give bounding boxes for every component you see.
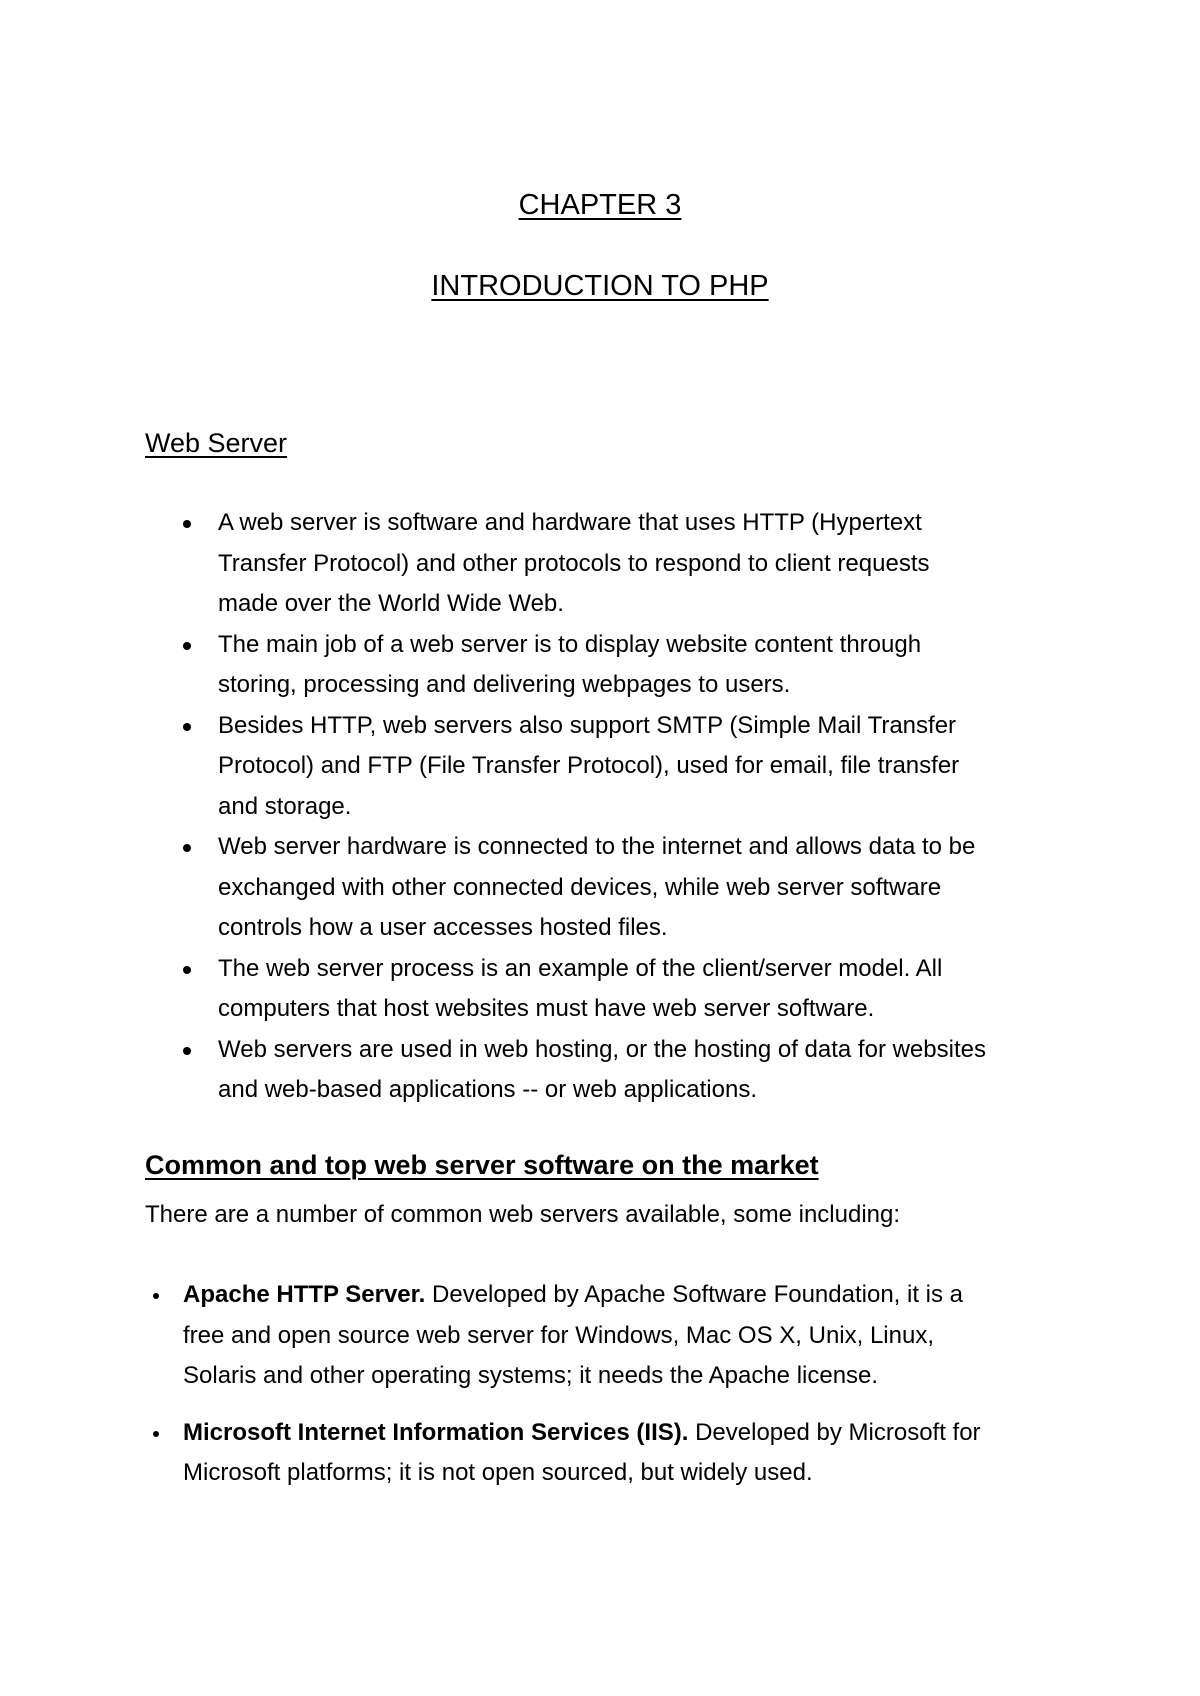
market-intro-text: There are a number of common web servers available, some including:	[145, 1201, 901, 1228]
bullet-icon	[183, 966, 191, 974]
software-description: Developed by Microsoft for Microsoft platforms; it is not open sourced, but widely used.	[183, 1418, 981, 1486]
web-server-bullet-list	[0, 503, 1078, 1111]
list-item-text: A web server is software and hardware that uses HTTP (Hypertext Transfer Protocol) and other protocols to respond to client requests made over the World Wide Web.	[218, 509, 930, 617]
web-server-software-list	[0, 1275, 1063, 1510]
section-heading-web-server: Web Server	[145, 428, 288, 458]
list-item-text: Web servers are used in web hosting, or the hosting of data for websites and web-based applications -- or web applications.	[218, 1035, 986, 1103]
bullet-icon	[183, 642, 191, 650]
list-item	[0, 706, 1078, 828]
list-item-text: The main job of a web server is to display website content through storing, processing and delivering webpages to users.	[218, 630, 922, 698]
section-heading-market: Common and top web server software on the market	[145, 1150, 819, 1180]
list-item	[0, 827, 1078, 949]
bullet-icon	[183, 844, 191, 852]
list-item-text: Web server hardware is connected to the internet and allows data to be exchanged with other connected devices, while web server software controls how a user accesses hosted files.	[218, 833, 976, 941]
bullet-icon	[153, 1431, 159, 1437]
list-item	[0, 1275, 1063, 1397]
bullet-icon	[183, 520, 191, 528]
software-description: Developed by Apache Software Foundation, it is a free and open source web server for Windows, Mac OS X, Unix, Linux, Solaris and other operating systems; it needs the Apache license.	[183, 1281, 964, 1389]
bullet-icon	[183, 1047, 191, 1055]
list-item	[0, 1030, 1078, 1111]
software-name: Microsoft Internet Information Services (IIS).	[183, 1418, 689, 1446]
list-item	[0, 625, 1078, 706]
chapter-title: INTRODUCTION TO PHP	[431, 270, 769, 302]
list-item	[0, 1413, 1063, 1494]
bullet-icon	[153, 1293, 159, 1299]
list-item-text: Besides HTTP, web servers also support SMTP (Simple Mail Transfer Protocol) and FTP (File Transfer Protocol), used for email, file transfer and storage.	[218, 711, 960, 820]
bullet-icon	[183, 723, 191, 731]
software-name: Apache HTTP Server.	[183, 1281, 426, 1308]
list-item	[0, 949, 1078, 1030]
list-item-text: The web server process is an example of the client/server model. All computers that host websites must have web server software.	[218, 954, 943, 1022]
chapter-label: CHAPTER 3	[518, 189, 682, 221]
list-item	[0, 503, 1078, 625]
